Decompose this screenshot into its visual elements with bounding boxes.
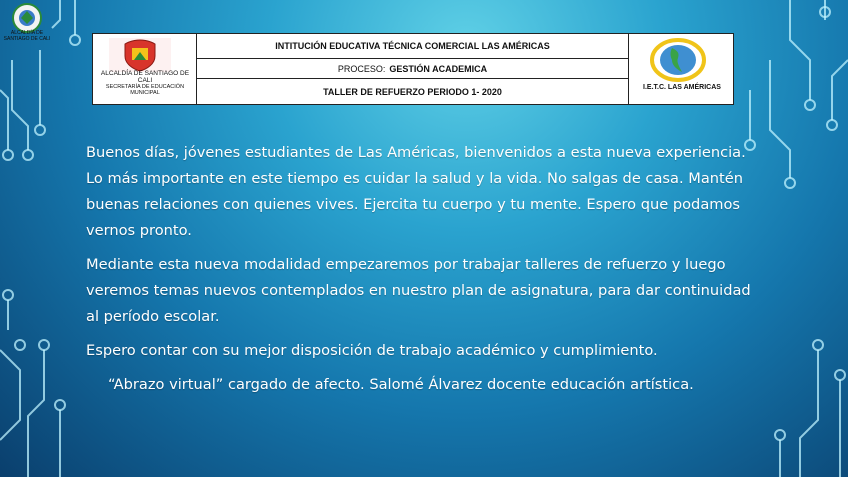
header-table [92, 33, 734, 105]
left-caption-city: ALCALDÍA DE SANTIAGO DE CALI [100, 70, 190, 84]
left-caption-secretaria: SECRETARÍA DE EDUCACIÓN MUNICIPAL [105, 84, 185, 96]
school-globe-logo [650, 38, 706, 82]
paragraph-signature: “Abrazo virtual” cargado de afecto. Salomé Álvarez docente educación artística. [108, 376, 694, 393]
paragraph-modality: Mediante esta nueva modalidad empezaremos por trabajar talleres de refuerzo y luego veremos temas nuevos contemplados en nuestro plan de asignatura, para dar continuidad al período escolar. [86, 256, 751, 325]
workshop-title: TALLER DE REFUERZO PERIODO 1- 2020 [197, 78, 628, 104]
paragraph-greeting: Buenos días, jóvenes estudiantes de Las Américas, bienvenidos a esta nueva experiencia. Lo más importante en este tiempo es cuidar la salud y la vida. No salgas de casa. Mantén buenas relaciones con quienes vives. Ejercita tu cuerpo y tu mente. Espero que podamos vernos pronto. [86, 144, 746, 239]
header-left-cell [93, 34, 197, 104]
process-row [197, 58, 628, 78]
city-shield-logo [109, 38, 171, 72]
process-value: GESTIÓN ACADEMICA [389, 63, 488, 74]
school-caption: I.E.T.C. LAS AMÉRICAS [643, 84, 721, 91]
process-label: PROCESO: [337, 63, 386, 74]
message-body [86, 140, 758, 406]
header-center-cell [197, 34, 629, 104]
paragraph-expectation: Espero contar con su mejor disposición de trabajo académico y cumplimiento. [86, 342, 658, 359]
header-right-cell [629, 34, 733, 104]
institution-name: INTITUCIÓN EDUCATIVA TÉCNICA COMERCIAL LAS AMÉRICAS [275, 41, 550, 51]
corner-caption: ALCALDÍA DE SANTIAGO DE CALI [3, 30, 51, 42]
